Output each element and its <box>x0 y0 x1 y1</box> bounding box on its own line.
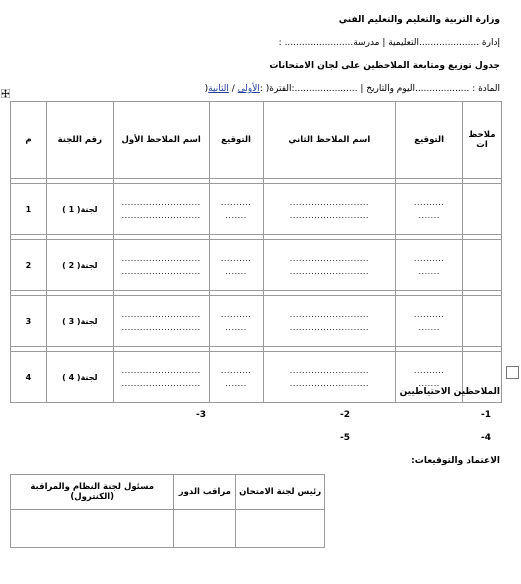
row-number: 2 <box>11 240 47 291</box>
exam-head-header: رئيس لجنة الامتحان <box>236 475 325 510</box>
reserve-title: الملاحظين الاحتياطيين <box>399 387 500 397</box>
dots: ....... <box>225 211 247 220</box>
dots: .......... <box>220 254 252 263</box>
period-separator: / <box>228 84 238 94</box>
observer2-cell[interactable] <box>263 184 396 235</box>
dots: .......................... <box>289 198 369 207</box>
exam-head-signature-cell[interactable] <box>236 510 325 548</box>
observer2-cell[interactable] <box>263 352 396 403</box>
header-sign2: التوقيع <box>396 102 463 179</box>
observer1-cell[interactable] <box>113 352 209 403</box>
page-title: جدول توزيع ومتابعة الملاحظين على لجان الامتحانات <box>269 61 500 71</box>
dots: ....... <box>225 379 247 388</box>
header-num: م <box>11 102 47 179</box>
dots: .......... <box>220 366 252 375</box>
dots: ....... <box>418 211 440 220</box>
approval-table <box>10 474 325 548</box>
ministry-heading: وزارة التربية والتعليم والتعليم الفني <box>338 15 500 25</box>
dots: ....... <box>225 267 247 276</box>
dots: ....... <box>418 323 440 332</box>
committee-cell: لجنة( 4 ) <box>46 352 113 403</box>
dots: .......... <box>413 366 445 375</box>
row-number: 3 <box>11 296 47 347</box>
end-of-table-marker <box>506 366 519 379</box>
dots: ....... <box>418 267 440 276</box>
observer1-cell[interactable] <box>113 296 209 347</box>
dots: .......... <box>413 310 445 319</box>
dots: .......................... <box>121 366 201 375</box>
observer2-cell[interactable] <box>263 296 396 347</box>
header-observer2: اسم الملاحظ الثاني <box>263 102 396 179</box>
reserve-item-5: -5 <box>340 433 350 443</box>
dots: .......................... <box>121 198 201 207</box>
sign1-cell[interactable] <box>209 184 263 235</box>
dots: ....... <box>418 379 440 388</box>
sign1-cell[interactable] <box>209 296 263 347</box>
notes-cell[interactable] <box>463 296 502 347</box>
table-row <box>11 184 502 235</box>
header-notes: ملاحظ ات <box>463 102 502 179</box>
floor-supervisor-signature-cell[interactable] <box>174 510 236 548</box>
dots: .......................... <box>289 267 369 276</box>
committee-cell: لجنة( 3 ) <box>46 296 113 347</box>
admin-school-line: إدارة .....................التعليمية | مدرسة........................ : <box>278 38 500 48</box>
dots: .......... <box>220 310 252 319</box>
dots: .......................... <box>289 379 369 388</box>
header-observer1: اسم الملاحظ الأول <box>113 102 209 179</box>
dots: .......................... <box>121 323 201 332</box>
dots: .......................... <box>121 267 201 276</box>
table-row <box>11 296 502 347</box>
observer1-cell[interactable] <box>113 240 209 291</box>
notes-cell[interactable] <box>463 184 502 235</box>
approval-signature-row <box>11 510 325 548</box>
table-move-icon[interactable] <box>1 89 10 98</box>
dots: ....... <box>225 323 247 332</box>
dots: .......................... <box>121 310 201 319</box>
period-first-link[interactable]: الأولى <box>237 84 260 94</box>
floor-supervisor-header: مراقب الدور <box>174 475 236 510</box>
row-number: 1 <box>11 184 47 235</box>
reserve-item-1: -1 <box>481 410 491 420</box>
dots: .......................... <box>289 211 369 220</box>
committee-cell: لجنة( 1 ) <box>46 184 113 235</box>
dots: .......... <box>413 254 445 263</box>
sign2-cell[interactable] <box>396 296 463 347</box>
period-second-link[interactable]: الثانية <box>208 84 229 94</box>
dots: .......................... <box>121 379 201 388</box>
reserve-item-3: -3 <box>196 410 206 420</box>
distribution-table <box>10 101 502 403</box>
reserve-item-2: -2 <box>340 410 350 420</box>
control-officer-header: مسئول لجنة النظام والمراقبة (الكنترول) <box>11 475 174 510</box>
sign2-cell[interactable] <box>396 184 463 235</box>
header-committee-no: رقم اللجنة <box>46 102 113 179</box>
sign1-cell[interactable] <box>209 240 263 291</box>
observer1-cell[interactable] <box>113 184 209 235</box>
table-header-row <box>11 102 502 179</box>
period-suffix: ( <box>204 84 209 94</box>
dots: .......................... <box>121 254 201 263</box>
sign1-cell[interactable] <box>209 352 263 403</box>
dots: .......................... <box>121 211 201 220</box>
dots: .......................... <box>289 310 369 319</box>
approval-title: الاعتماد والتوقيعات: <box>411 456 500 466</box>
header-sign1: التوقيع <box>209 102 263 179</box>
approval-header-row <box>11 475 325 510</box>
control-officer-signature-cell[interactable] <box>11 510 174 548</box>
dots: .......................... <box>289 254 369 263</box>
notes-cell[interactable] <box>463 240 502 291</box>
committee-cell: لجنة( 2 ) <box>46 240 113 291</box>
dots: .......... <box>413 198 445 207</box>
table-row <box>11 240 502 291</box>
subject-date-period-line <box>205 84 500 94</box>
row-number: 4 <box>11 352 47 403</box>
observer2-cell[interactable] <box>263 240 396 291</box>
dots: .......................... <box>289 323 369 332</box>
dots: .......................... <box>289 366 369 375</box>
dots: .......... <box>220 198 252 207</box>
sign2-cell[interactable] <box>396 240 463 291</box>
reserve-item-4: -4 <box>481 433 491 443</box>
info-prefix: المادة : ...................اليوم والتاريخ | ......................:الفترة( : <box>259 84 500 94</box>
